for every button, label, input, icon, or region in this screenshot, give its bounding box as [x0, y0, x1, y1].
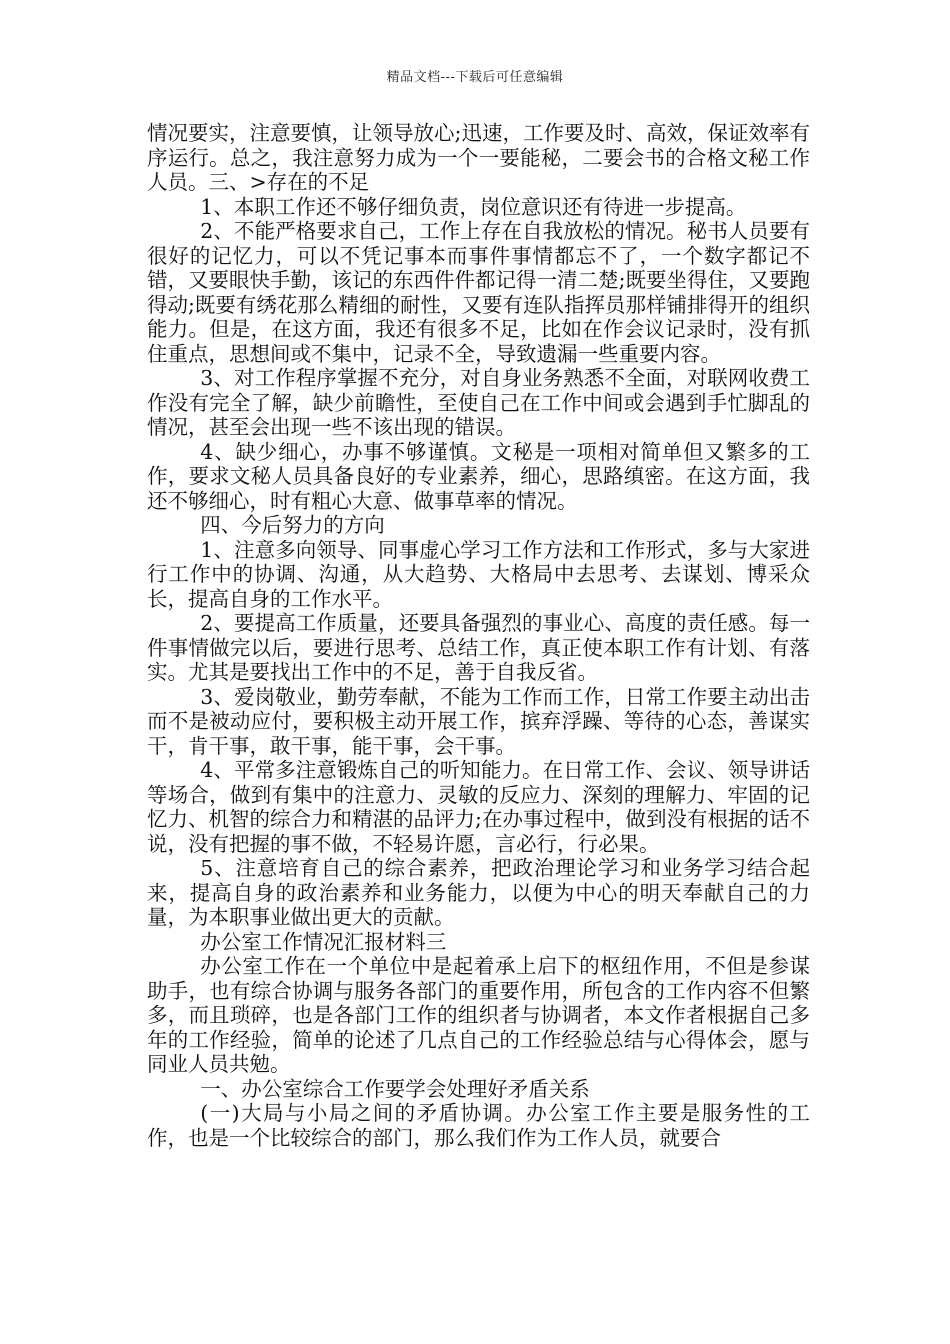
- paragraph: 办公室工作在一个单位中是起着承上启下的枢纽作用，不但是参谋助手，也有综合协调与服务各部门的重要作用，所包含的工作内容不但繁多，而且琐碎，也是各部门工作的组织者与协调者，本文作者根据自己多年的工作经验，简单的论述了几点自己的工作经验总结与心得体会，愿与同业人员共勉。: [147, 954, 810, 1076]
- paragraph: 3、对工作程序掌握不充分，对自身业务熟悉不全面，对联网收费工作没有完全了解，缺少前瞻性，至使自己在工作中间或会遇到手忙脚乱的情况，甚至会出现一些不该出现的错误。: [147, 366, 810, 439]
- paragraph: 2、不能严格要求自己，工作上存在自我放松的情况。秘书人员要有很好的记忆力，可以不凭记事本而事件事情都忘不了，一个数字都记不错，又要眼快手勤，该记的东西件件都记得一清二楚;既要坐得住，又要跑得动;既要有绣花那么精细的耐性，又要有连队指挥员那样铺排得开的组织能力。但是，在这方面，我还有很多不足，比如在作会议记录时，没有抓住重点，思想间或不集中，记录不全，导致遗漏一些重要内容。: [147, 219, 810, 366]
- paragraph: 1、本职工作还不够仔细负责，岗位意识还有待进一步提高。: [200, 194, 747, 219]
- paragraph: (一)大局与小局之间的矛盾协调。办公室工作主要是服务性的工作，也是一个比较综合的部门，那么我们作为工作人员，就要合: [147, 1101, 810, 1150]
- paragraph: 1、注意多向领导、同事虚心学习工作方法和工作形式，多与大家进行工作中的协调、沟通，从大趋势、大格局中去思考、去谋划、博采众长，提高自身的工作水平。: [147, 537, 810, 611]
- paragraph: 4、平常多注意锻炼自己的听知能力。在日常工作、会议、领导讲话等场合，做到有集中的注意力、灵敏的反应力、深刻的理解力、牢固的记忆力、机智的综合力和精湛的品评力;在办事过程中，做到没有根据的话不说，没有把握的事不做，不轻易许愿，言必行，行必果。: [147, 758, 810, 856]
- section-heading: 一、办公室综合工作要学会处理好矛盾关系: [200, 1076, 590, 1101]
- document-title: 办公室工作情况汇报材料三: [200, 929, 447, 954]
- paragraph: 4、缺少细心，办事不够谨慎。文秘是一项相对简单但又繁多的工作，要求文秘人员具备良好的专业素养，细心，思路缜密。在这方面，我还不够细心，时有粗心大意、做事草率的情况。: [147, 439, 810, 513]
- section-heading: 四、今后努力的方向: [200, 513, 385, 537]
- paragraph: 3、爱岗敬业，勤劳奉献，不能为工作而工作，日常工作要主动出击而不是被动应付，要积极主动开展工作，摈弃浮躁、等待的心态，善谋实干，肯干事，敢干事，能干事，会干事。: [147, 684, 810, 758]
- paragraph: 情况要实，注意要慎，让领导放心;迅速，工作要及时、高效，保证效率有序运行。总之，我注意努力成为一个一要能秘，二要会书的合格文秘工作人员。三、>存在的不足: [147, 121, 810, 194]
- page-header: 精品文档---下载后可任意编辑: [386, 70, 564, 85]
- document-body: [147, 121, 810, 1150]
- paragraph: 5、注意培育自己的综合素养，把政治理论学习和业务学习结合起来，提高自身的政治素养和业务能力，以便为中心的明天奉献自己的力量，为本职事业做出更大的贡献。: [147, 856, 810, 929]
- paragraph: 2、要提高工作质量，还要具备强烈的事业心、高度的责任感。每一件事情做完以后，要进行思考、总结工作，真正使本职工作有计划、有落实。尤其是要找出工作中的不足，善于自我反省。: [147, 611, 810, 684]
